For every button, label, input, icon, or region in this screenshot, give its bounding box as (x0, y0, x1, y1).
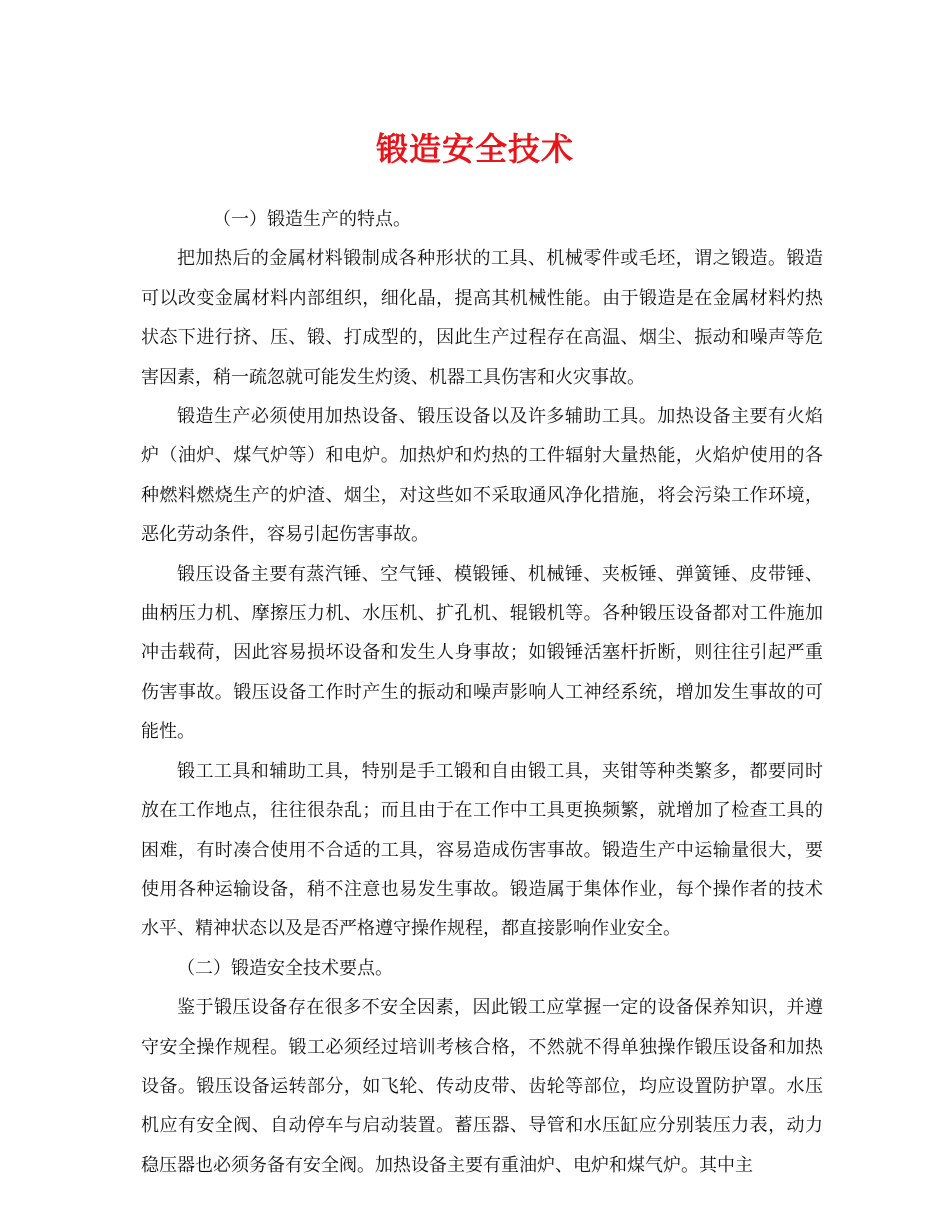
paragraph: 把加热后的金属材料锻制成各种形状的工具、机械零件或毛坯，谓之锻造。锻造可以改变金属材料内部组织，细化晶，提高其机械性能。由于锻造是在金属材料灼热状态下进行挤、压、锻、打成型的，因此生产过程存在高温、烟尘、振动和噪声等危害因素，稍一疏忽就可能发生灼烫、机器工具伤害和火灾事故。 (141, 248, 823, 388)
document-body (141, 200, 823, 1185)
section-heading-2: （二）锻造安全技术要点。 (177, 957, 393, 979)
section-heading-1: （一）锻造生产的特点。 (213, 209, 411, 230)
paragraph: 锻工工具和辅助工具，特别是手工锻和自由锻工具，夹钳等种类繁多，都要同时放在工作地点，往往很杂乱；而且由于在工作中工具更换频繁，就增加了检查工具的困难，有时凑合使用不合适的工具，容易造成伤害事故。锻造生产中运输量很大，要使用各种运输设备，稍不注意也易发生事故。锻造属于集体作业，每个操作者的技术水平、精神状态以及是否严格遵守操作规程，都直接影响作业安全。 (141, 760, 823, 940)
document-title: 锻造安全技术 (375, 130, 574, 168)
paragraph: 锻造生产必须使用加热设备、锻压设备以及许多辅助工具。加热设备主要有火焰炉（油炉、煤气炉等）和电炉。加热炉和灼热的工件辐射大量热能，火焰炉使用的各种燃料燃烧生产的炉渣、烟尘，对这些如不采取通风净化措施，将会污染工作环境，恶化劳动条件，容易引起伤害事故。 (141, 406, 823, 546)
paragraph: 锻压设备主要有蒸汽锤、空气锤、模锻锤、机械锤、夹板锤、弹簧锤、皮带锤、曲柄压力机、摩擦压力机、水压机、扩孔机、辊锻机等。各种锻压设备都对工件施加冲击载荷，因此容易损坏设备和发生人身事故；如锻锤活塞杆折断，则往往引起严重伤害事故。锻压设备工作时产生的振动和噪声影响人工神经系统，增加发生事故的可能性。 (141, 563, 823, 743)
paragraph: 鉴于锻压设备存在很多不安全因素，因此锻工应掌握一定的设备保养知识，并遵守安全操作规程。锻工必须经过培训考核合格，不然就不得单独操作锻压设备和加热设备。锻压设备运转部分，如飞轮、传动皮带、齿轮等部位，均应设置防护罩。水压机应有安全阀、自动停车与启动装置。蓄压器、导管和水压缸应分别装压力表，动力稳压器也必须务备有安全阀。加热设备主要有重油炉、电炉和煤气炉。其中主 (141, 997, 823, 1176)
